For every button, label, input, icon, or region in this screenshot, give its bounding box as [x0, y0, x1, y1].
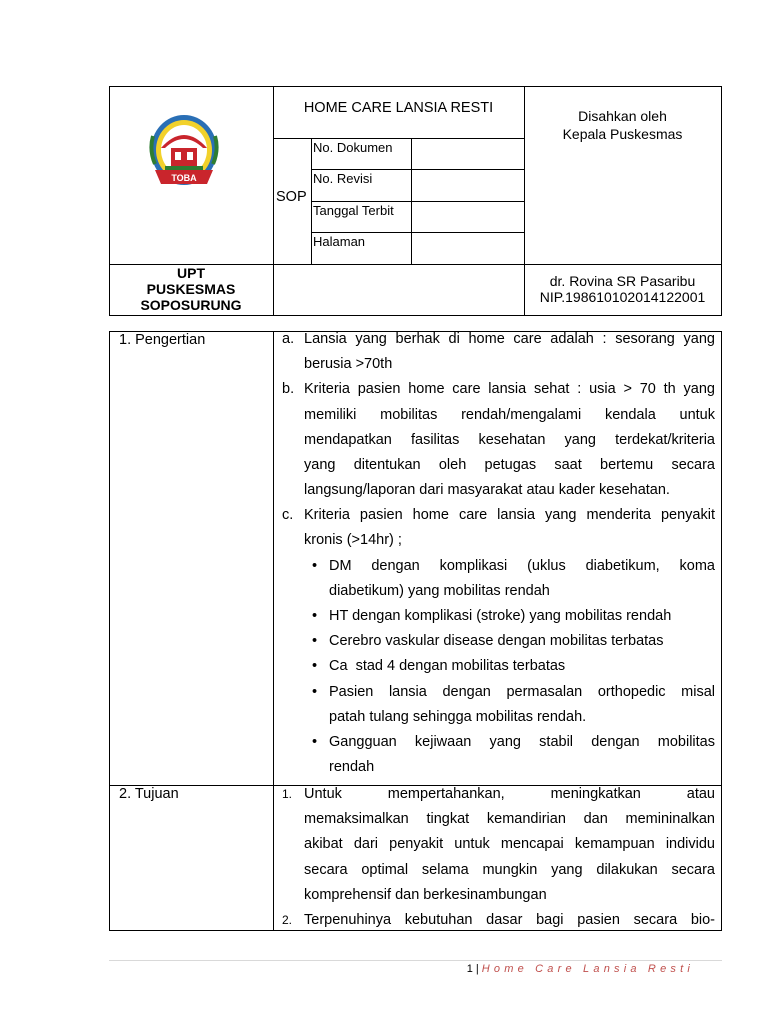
- tujuan-marker-1: 1.: [282, 787, 293, 801]
- toba-logo: [147, 108, 221, 202]
- bullet-5-line2: patah tulang sehingga mobilitas rendah.: [329, 709, 587, 725]
- pengertian-b-line4: yang ditentukan oleh petugas saat bertemu secara: [304, 457, 715, 473]
- section-tujuan-label: 2. Tujuan: [119, 786, 179, 802]
- org-line3: SOPOSURUNG: [140, 297, 242, 313]
- list-marker-b: b.: [282, 381, 295, 397]
- bullet-4: •: [312, 658, 318, 674]
- approval-line1: Disahkan oleh: [578, 108, 667, 124]
- tujuan-1-line4: secara optimal selama mungkin yang dilakukan secara: [304, 862, 715, 878]
- list-marker-a: a.: [282, 331, 295, 347]
- pengertian-b-line1: Kriteria pasien home care lansia sehat : usia > 70 th yang: [304, 381, 715, 397]
- org-line2: PUSKESMAS: [146, 281, 236, 297]
- bullet-1-line1: DM dengan komplikasi (uklus diabetikum, koma: [329, 558, 715, 574]
- footer-separator: |: [475, 963, 482, 975]
- tujuan-marker-2: 2.: [282, 913, 293, 927]
- tujuan-1-line2: memaksimalkan tingkat kemandirian dan memininalkan: [304, 811, 715, 827]
- bullet-6-line1: Gangguan kejiwaan yang stabil dengan mobilitas: [329, 734, 715, 750]
- footer-rule: [109, 960, 722, 961]
- field-halaman: Halaman: [313, 234, 366, 249]
- pengertian-a-line2: berusia >70th: [304, 356, 393, 372]
- bullet-2: •: [312, 608, 318, 624]
- signer-nip: NIP.198610102014122001: [539, 289, 706, 305]
- bullet-3: •: [312, 633, 318, 649]
- tujuan-1-line3: akibat dari penyakit untuk mencapai kemampuan individu: [304, 836, 715, 852]
- list-marker-c: c.: [282, 507, 294, 523]
- bullet-2-line1: HT dengan komplikasi (stroke) yang mobilitas rendah: [329, 608, 672, 624]
- pengertian-c-line1: Kriteria pasien home care lansia yang menderita penyakit: [304, 507, 715, 523]
- bullet-5: •: [312, 684, 318, 700]
- org-line1: UPT: [177, 265, 205, 281]
- bullet-6-line2: rendah: [329, 759, 375, 775]
- bullet-4-line1: Ca stad 4 dengan mobilitas terbatas: [329, 658, 566, 674]
- pengertian-b-line2: memiliki mobilitas rendah/mengalami kendala untuk: [304, 407, 715, 423]
- pengertian-c-line2: kronis (>14hr) ;: [304, 532, 402, 548]
- bullet-1: •: [312, 558, 318, 574]
- pengertian-b-line5: langsung/laporan dari masyarakat atau kader kesehatan.: [304, 482, 670, 498]
- tujuan-1-line1: Untuk mempertahankan, meningkatkan atau: [304, 786, 715, 802]
- bullet-6: •: [312, 734, 318, 750]
- tujuan-1-line5: komprehensif dan berkesinambungan: [304, 887, 547, 903]
- page-footer: [467, 963, 694, 975]
- field-no-revisi: No. Revisi: [313, 171, 373, 186]
- field-tanggal-terbit: Tanggal Terbit: [313, 203, 394, 218]
- page-number: 1: [466, 963, 476, 975]
- logo-text: TOBA: [171, 173, 197, 183]
- field-no-dokumen: No. Dokumen: [313, 140, 393, 155]
- bullet-3-line1: Cerebro vaskular disease dengan mobilitas terbatas: [329, 633, 664, 649]
- signer-name: dr. Rovina SR Pasaribu: [549, 273, 696, 289]
- bullet-1-line2: diabetikum) yang mobilitas rendah: [329, 583, 550, 599]
- pengertian-a-line1: Lansia yang berhak di home care adalah : sesorang yang: [304, 331, 715, 347]
- tujuan-2-line1: Terpenuhinya kebutuhan dasar bagi pasien secara bio-: [304, 912, 715, 928]
- footer-title: Home Care Lansia Resti: [481, 963, 694, 975]
- approval-line2: Kepala Puskesmas: [562, 126, 683, 142]
- pengertian-b-line3: mendapatkan fasilitas kesehatan yang terdekat/kriteria: [304, 432, 715, 448]
- sop-label: SOP: [276, 189, 307, 205]
- document-title: HOME CARE LANSIA RESTI: [303, 100, 494, 116]
- section-pengertian-label: 1. Pengertian: [119, 332, 206, 348]
- bullet-5-line1: Pasien lansia dengan permasalan orthopedic misal: [329, 684, 715, 700]
